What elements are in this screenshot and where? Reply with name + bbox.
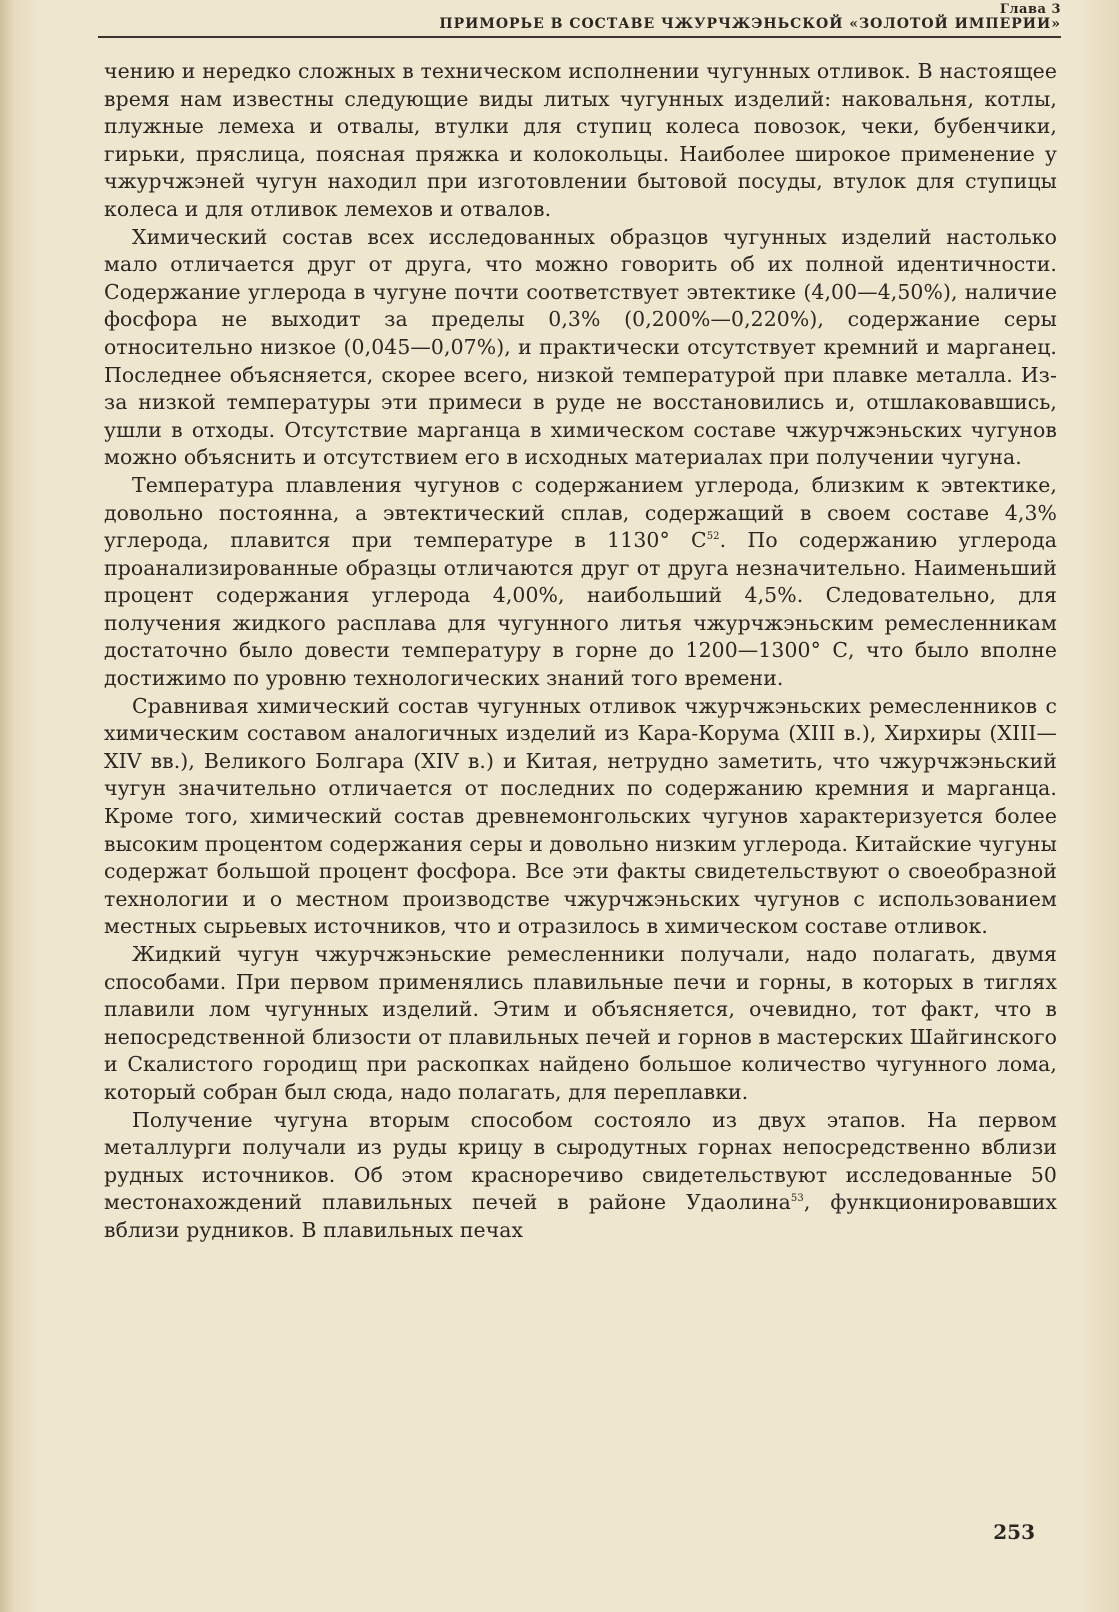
- paragraph-2: Химический состав всех исследованных образцов чугунных изделий настолько мало отличается друг от друга, что можно говорить об их полной идентичности. Содержание углерода в чугуне почти соответствует эвтектике (4,00—4,50%), наличие фосфора не выходит за пределы 0,3% (0,200%—0,220%), содержание серы относительно низкое (0,045—0,07%), и практически отсутствует кремний и марганец. Последнее объясняется, скорее всего, низкой температурой при плавке металла. Из-за низкой температуры эти примеси в руде не восстановились и, отшлаковавшись, ушли в отходы. Отсутствие марганца в химическом составе чжурчжэньских чугунов можно объяснить и отсутствием его в исходных материалах при получении чугуна.: [104, 224, 1057, 470]
- footnote-ref-52[interactable]: 52: [706, 531, 720, 543]
- paragraph-5: Жидкий чугун чжурчжэньские ремесленники получали, надо полагать, двумя способами. При первом применялись плавильные печи и горны, в которых в тиглях плавили лом чугунных изделий. Этим и объясняется, очевидно, тот факт, что в непосредственной близости от плавильных печей и горнов в мастерских Шайгинского и Скалистого городищ при раскопках найдено большое количество чугунного лома, который собран был сюда, надо полагать, для переплавки.: [104, 942, 1057, 1104]
- paragraph-6-text-before: Получение чугуна вторым способом состояло из двух этапов. На первом металлурги получали из руды крицу в сыродутных горнах непосредственно вблизи рудных источников. Об этом красноречиво свидетельствуют исследованные 50 местонахождений плавильных печей в районе Удаолина: [104, 1107, 1057, 1215]
- paragraph-3-text-before: Температура плавления чугунов с содержанием углерода, близким к эвтектике, довольно постоянна, а эвтектический сплав, содержащий в своем составе 4,3% углерода, плавится при температуре в 1130° С: [104, 472, 1057, 553]
- paragraph-3-text-after: . По содержанию углерода проанализированные образцы отличаются друг от друга незначительно. Наименьший процент содержания углерода 4,00%, наибольший 4,5%. Следовательно, для получения жидкого расплава для чугунного литья чжурчжэньским ремесленникам достаточно было довести температуру в горне до 1200—1300° С, что было вполне достижимо по уровню технологических знаний того времени.: [104, 528, 1057, 691]
- paragraph-1: чению и нередко сложных в техническом исполнении чугунных отливок. В настоящее время нам известны следующие виды литых чугунных изделий: наковальня, котлы, плужные лемеха и отвалы, втулки для ступиц колеса повозок, чеки, бубенчики, гирьки, пряслица, поясная пряжка и колокольцы. Наиболее широкое применение у чжурчжэней чугун находил при изготовлении бытовой посуды, втулок для ступицы колеса и для отливок лемехов и отвалов.: [104, 59, 1057, 221]
- paragraph-6: [104, 1107, 1057, 1245]
- paragraph-4: Сравнивая химический состав чугунных отливок чжурчжэньских ремесленников с химическим составом аналогичных изделий из Кара-Корума (XIII в.), Хирхиры (XIII—XIV вв.), Великого Болгара (XIV в.) и Китая, нетрудно заметить, что чжурчжэньский чугун значительно отличается от последних по содержанию кремния и марганца. Кроме того, химический состав древнемонгольских чугунов характеризуется более высоким процентом содержания серы и довольно низким углерода. Китайские чугуны содержат большой процент фосфора. Все эти факты свидетельствуют о своеобразной технологии и о местном производстве чжурчжэньских чугунов с использованием местных сырьевых источников, что и отразилось в химическом составе отливок.: [104, 693, 1057, 939]
- chapter-label: Глава 3: [999, 2, 1061, 17]
- body-text: [104, 58, 1057, 1245]
- page-number: 253: [993, 1520, 1035, 1544]
- paragraph-6-text-after: , функционировавших вблизи рудников. В плавильных печах: [104, 1190, 1057, 1242]
- running-title: ПРИМОРЬЕ В СОСТАВЕ ЧЖУРЧЖЭНЬСКОЙ «ЗОЛОТОЙ ИМПЕРИИ»: [439, 16, 1061, 32]
- paragraph-3: [104, 472, 1057, 693]
- footnote-ref-53[interactable]: 53: [790, 1193, 804, 1205]
- page-header: [98, 2, 1061, 38]
